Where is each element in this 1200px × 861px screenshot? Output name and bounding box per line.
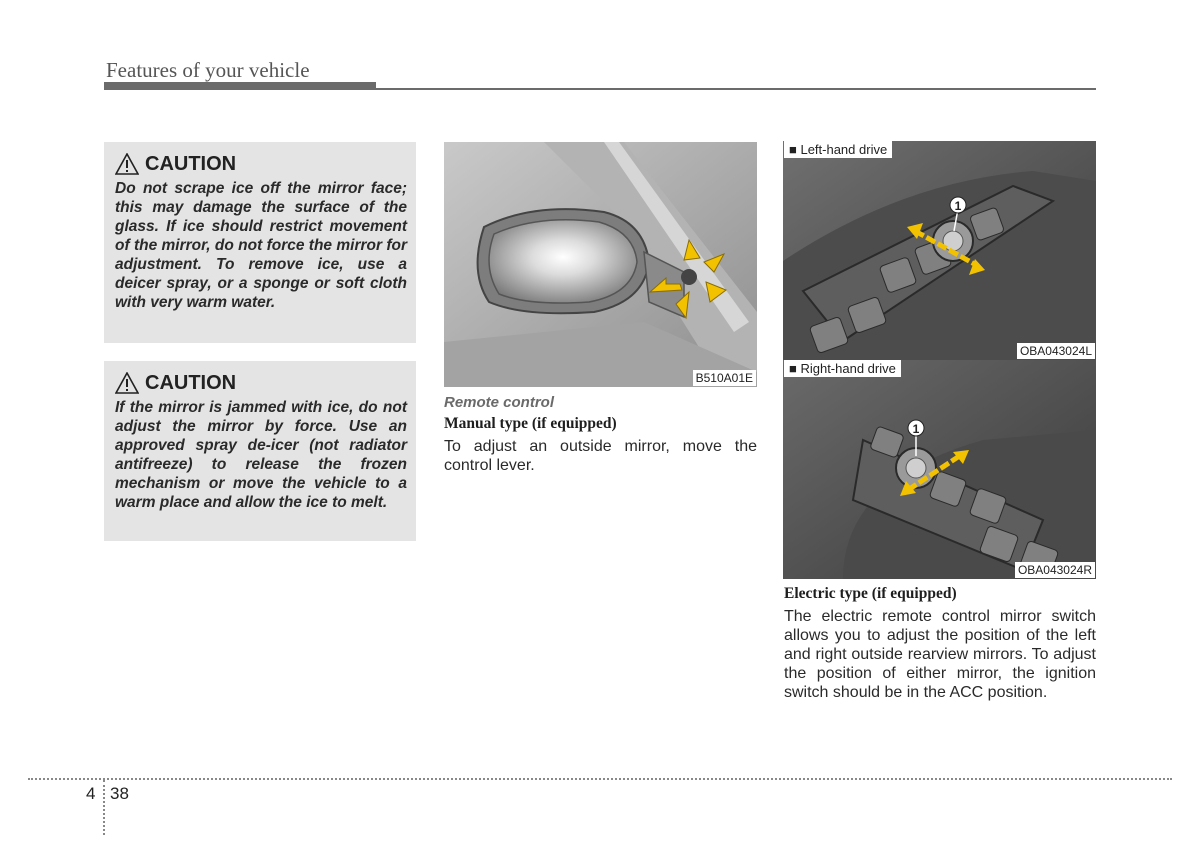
caution-heading — [115, 151, 407, 177]
chapter-number: 4 — [86, 784, 96, 803]
figure-code: OBA043024L — [1017, 343, 1095, 359]
mirror-illustration — [444, 142, 757, 387]
manual-type-text: To adjust an outside mirror, move the control lever. — [444, 438, 757, 474]
header-divider — [104, 88, 1096, 90]
footer-divider — [28, 778, 1172, 780]
left-hand-drive-switch-photo — [783, 141, 1096, 360]
right-hand-drive-label: ■ Right-hand drive — [784, 360, 901, 377]
page-number: 38 — [110, 784, 129, 803]
figure-code: OBA043024R — [1015, 562, 1095, 578]
caution-heading — [115, 370, 407, 396]
subheading-manual-type: Manual type (if equipped) — [444, 415, 617, 432]
caution-text: If the mirror is jammed with ice, do not adjust the mirror by force. Use an approved spray de-icer (not radiator antifreeze) to release the frozen mechanism or move the vehicle to a warm place and allow the ice to melt. — [115, 399, 407, 511]
caution-title: CAUTION — [145, 371, 237, 394]
caution-title: CAUTION — [145, 152, 237, 175]
callout-number: 1 — [954, 199, 962, 213]
warning-triangle-icon — [115, 372, 139, 394]
right-hand-drive-switch-photo — [783, 360, 1096, 579]
figure-code: B510A01E — [693, 370, 756, 386]
footer-vertical-divider — [103, 780, 105, 835]
page-header-title: Features of your vehicle — [106, 58, 310, 82]
callout-number: 1 — [912, 422, 920, 436]
caution-box-ice-scrape — [104, 142, 416, 343]
caution-box-jammed-mirror — [104, 361, 416, 541]
subheading-electric-type: Electric type (if equipped) — [784, 585, 957, 602]
caution-text: Do not scrape ice off the mirror face; this may damage the surface of the glass. If ice should restrict movement of the mirror, do not force the mirror for adjustment. To remove ice, use a deicer spray, or a sponge or soft cloth with very warm water. — [115, 180, 407, 311]
electric-type-text: The electric remote control mirror switch allows you to adjust the position of the left and right outside rearview mirrors. To adjust the position of either mirror, the ignition switch should be in the ACC position. — [784, 608, 1096, 701]
left-hand-drive-label: ■ Left-hand drive — [784, 141, 892, 158]
warning-triangle-icon — [115, 153, 139, 175]
section-title-remote-control: Remote control — [444, 394, 555, 411]
